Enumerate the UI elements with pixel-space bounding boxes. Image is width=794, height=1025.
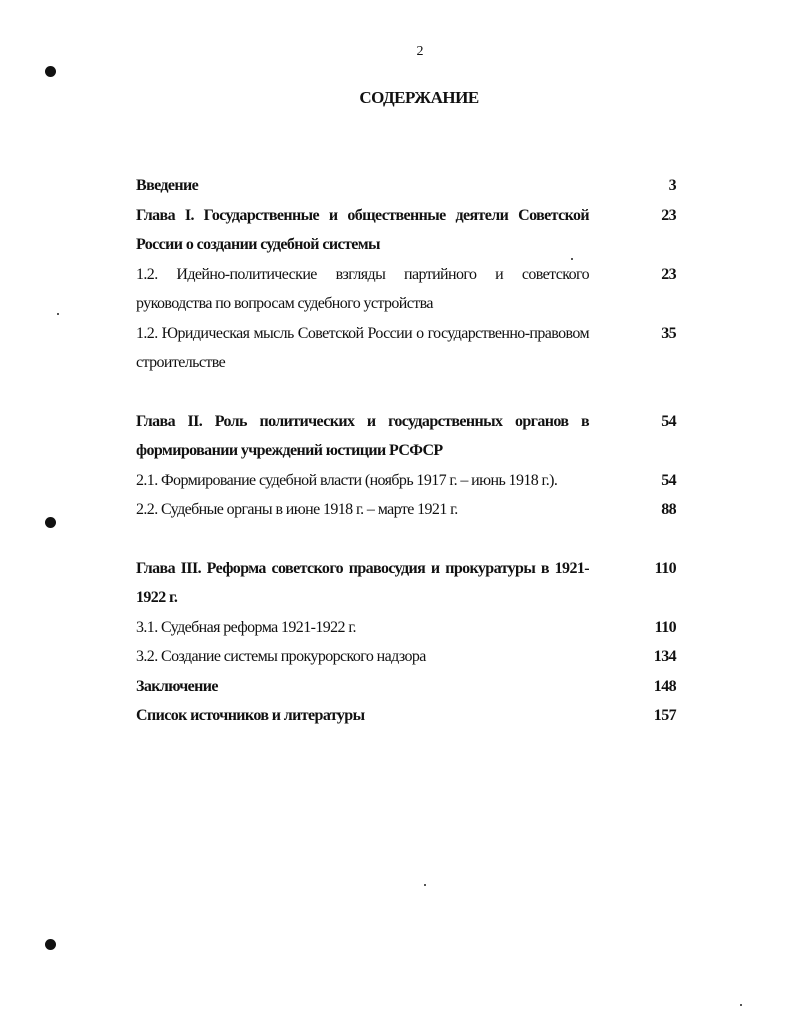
- toc-entry-introduction: [136, 171, 676, 201]
- toc-entry-page: 110: [654, 559, 676, 577]
- toc-entry-chapter-2: [136, 407, 676, 466]
- toc-entry-page: 3: [668, 177, 676, 194]
- table-of-contents: [136, 171, 676, 731]
- toc-entry-conclusion: [136, 672, 676, 702]
- toc-entry-page: 54: [661, 412, 676, 430]
- scan-speck: [740, 1004, 742, 1006]
- scan-speck: [571, 258, 573, 260]
- toc-entry-section-3-2: [136, 642, 676, 672]
- toc-entry-page: 134: [653, 648, 676, 665]
- toc-entry-text: Глава III. Реформа советского правосудия и прокуратуры в 1921-1922 г.: [136, 559, 589, 606]
- toc-entry-page: 110: [654, 618, 676, 636]
- toc-entry-page: 23: [661, 206, 676, 224]
- punch-hole-mark: [45, 66, 56, 77]
- toc-entry-page: 157: [653, 707, 676, 724]
- toc-entry-page: 54: [661, 471, 676, 489]
- toc-entry-text: 1.2. Идейно-политические взгляды партийного и советского руководства по вопросам судебного устройства: [136, 265, 589, 312]
- toc-entry-chapter-1: [136, 201, 676, 260]
- toc-entry-text: 3.2. Создание системы прокурорского надзора: [136, 648, 426, 665]
- scan-speck: [57, 313, 59, 315]
- toc-entry-text: Заключение: [136, 677, 218, 695]
- toc-entry-section-1-2: [136, 319, 676, 378]
- punch-hole-mark: [45, 517, 56, 528]
- toc-entry-section-1-1: [136, 260, 676, 319]
- toc-entry-section-2-2: [136, 495, 676, 525]
- toc-entry-text: 1.2. Юридическая мысль Советской России о государственно-правовом строительстве: [136, 324, 589, 371]
- punch-hole-mark: [45, 939, 56, 950]
- toc-entry-section-2-1: [136, 466, 676, 496]
- page-number: 2: [416, 44, 424, 59]
- toc-entry-text: Глава II. Роль политических и государственных органов в формировании учреждений юстиции РСФСР: [136, 412, 589, 459]
- toc-entry-page: 88: [661, 501, 676, 518]
- scan-speck: [424, 884, 426, 886]
- toc-entry-text: 2.1. Формирование судебной власти (ноябрь 1917 г. – июнь 1918 г.).: [136, 471, 558, 489]
- page-title: СОДЕРЖАНИЕ: [359, 88, 479, 107]
- toc-entry-text: Глава I. Государственные и общественные деятели Советской России о создании судебной системы: [136, 206, 589, 253]
- toc-entry-page: 23: [661, 265, 676, 283]
- toc-entry-page: 35: [661, 324, 676, 342]
- toc-entry-chapter-3: [136, 554, 676, 613]
- toc-entry-bibliography: [136, 701, 676, 731]
- toc-entry-text: 2.2. Судебные органы в июне 1918 г. – марте 1921 г.: [136, 501, 458, 518]
- toc-entry-section-3-1: [136, 613, 676, 643]
- toc-entry-text: Список источников и литературы: [136, 707, 365, 724]
- toc-entry-text: Введение: [136, 177, 199, 194]
- toc-entry-text: 3.1. Судебная реформа 1921-1922 г.: [136, 618, 356, 636]
- toc-entry-page: 148: [653, 677, 676, 695]
